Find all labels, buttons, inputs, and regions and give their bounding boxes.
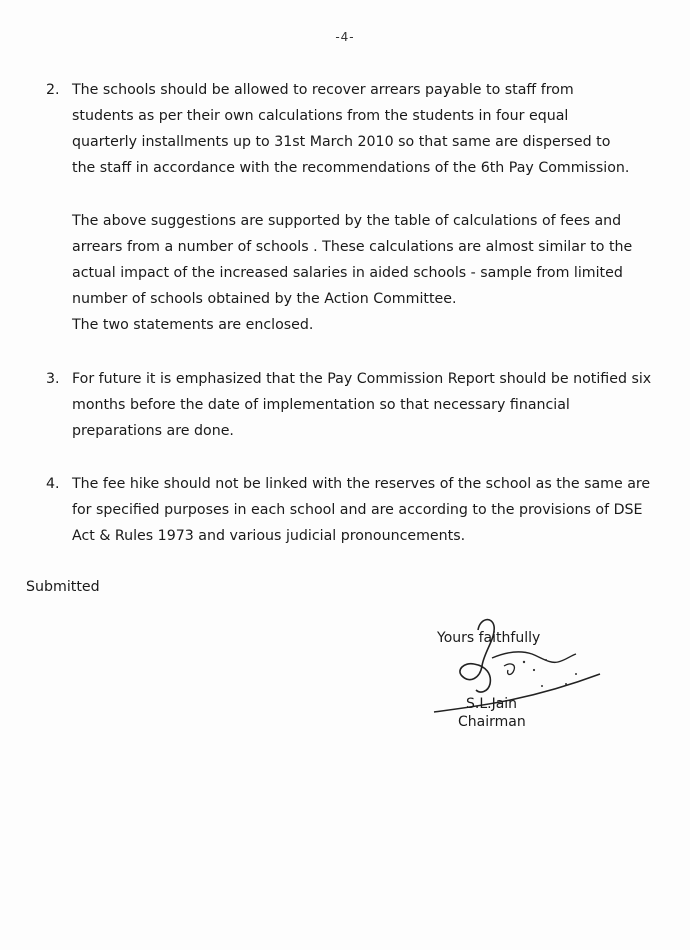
closing-salutation: Yours faithfully: [437, 630, 541, 646]
item-text: [72, 366, 652, 444]
page-number: -4-: [335, 30, 355, 44]
note-line: number of schools obtained by the Action Committee.: [72, 291, 457, 307]
item-line: For future it is emphasized that the Pay Commission Report should be notified six: [72, 371, 652, 387]
supporting-note: [72, 208, 638, 338]
note-line: The two statements are enclosed.: [72, 317, 314, 333]
note-line: arrears from a number of schools . These calculations are almost similar to the: [72, 239, 633, 255]
item-number: 3.: [46, 371, 60, 387]
item-4: [46, 471, 651, 549]
handwritten-signature: [420, 612, 620, 722]
item-2: [46, 77, 646, 181]
note-line: actual impact of the increased salaries in aided schools - sample from limited: [72, 265, 623, 281]
item-line: months before the date of implementation so that necessary financial: [72, 397, 570, 413]
signer-name: S.L.Jain: [466, 696, 518, 712]
item-number: 4.: [46, 476, 60, 492]
signer-title: Chairman: [458, 714, 526, 730]
item-line: students as per their own calculations from the students in four equal: [72, 108, 569, 124]
item-line: The fee hike should not be linked with the reserves of the school as the same are: [72, 476, 651, 492]
note-line: The above suggestions are supported by the table of calculations of fees and: [72, 213, 622, 229]
item-line: preparations are done.: [72, 423, 234, 439]
submitted-label: Submitted: [26, 579, 100, 595]
item-text: [72, 471, 651, 549]
item-3: [46, 366, 652, 444]
item-line: for specified purposes in each school and are according to the provisions of DSE: [72, 502, 643, 518]
item-line: Act & Rules 1973 and various judicial pronouncements.: [72, 528, 466, 544]
item-line: The schools should be allowed to recover arrears payable to staff from: [72, 82, 574, 98]
item-line: quarterly installments up to 31st March 2010 so that same are dispersed to: [72, 134, 611, 150]
item-number: 2.: [46, 82, 60, 98]
item-text: [72, 77, 646, 181]
signature-block: [420, 612, 620, 742]
item-line: the staff in accordance with the recommendations of the 6th Pay Commission.: [72, 160, 630, 176]
